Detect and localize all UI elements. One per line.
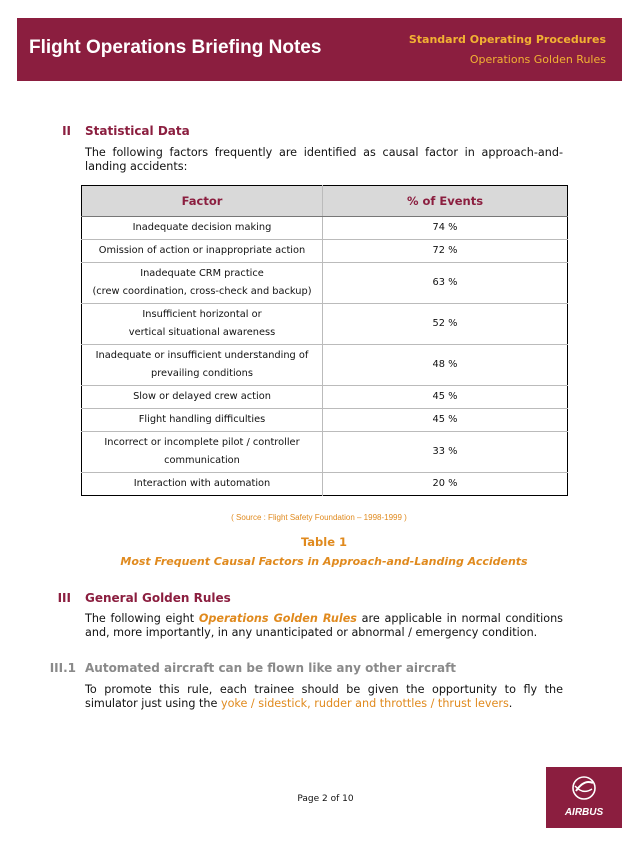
factor-cell	[82, 432, 323, 473]
airbus-logo	[546, 767, 622, 828]
factor-text: Omission of action or inappropriate action	[98, 245, 306, 256]
column-header-factor: Factor	[82, 186, 323, 217]
factor-text: Flight handling difficulties	[138, 414, 266, 425]
header-subcategory: Operations Golden Rules	[469, 53, 606, 66]
factor-text: prevailing conditions	[151, 368, 253, 379]
header-banner	[17, 18, 622, 81]
text-segment: To promote this rule, each trainee should be given the opportunity to fly the simulator just using the	[85, 683, 563, 710]
percent-cell: 20 %	[323, 473, 568, 496]
factor-text: vertical situational awareness	[128, 327, 276, 338]
section-number: III	[57, 591, 71, 605]
logo-wordmark: AIRBUS	[564, 807, 604, 818]
factor-cell	[82, 409, 323, 432]
section-title: Statistical Data	[85, 124, 190, 138]
golden-rules-highlight: Operations Golden Rules	[198, 612, 357, 625]
airbus-emblem-icon	[546, 767, 622, 807]
section-intro-paragraph: The following factors frequently are identified as causal factor in approach-and-landing accidents:	[85, 146, 563, 173]
golden-rules-paragraph	[85, 612, 563, 640]
text-segment: are applicable in normal conditions and, more importantly, in any unanticipated or abnormal / emergency condition.	[85, 612, 563, 639]
document-title: Flight Operations Briefing Notes	[29, 37, 322, 58]
text-segment: The following eight	[85, 612, 199, 625]
table-row	[82, 409, 568, 432]
factor-cell	[82, 345, 323, 386]
controls-highlight: yoke / sidestick, rudder and throttles / thrust levers	[220, 697, 509, 710]
table-row	[82, 432, 568, 473]
table-row	[82, 345, 568, 386]
factor-cell	[82, 240, 323, 263]
factor-text: Inadequate or insufficient understanding of	[95, 350, 309, 361]
factor-text: Interaction with automation	[133, 478, 271, 489]
percent-cell: 74 %	[323, 217, 568, 240]
factor-text: Slow or delayed crew action	[133, 391, 271, 402]
factor-cell	[82, 304, 323, 345]
factor-text: Incorrect or incomplete pilot / controller	[104, 437, 300, 448]
percent-cell: 33 %	[323, 432, 568, 473]
factor-cell	[82, 386, 323, 409]
header-category: Standard Operating Procedures	[408, 33, 606, 46]
percent-cell: 48 %	[323, 345, 568, 386]
factor-cell	[82, 263, 323, 304]
factor-cell	[82, 473, 323, 496]
factor-text: Insufficient horizontal or	[142, 309, 262, 320]
table-row	[82, 217, 568, 240]
percent-cell: 52 %	[323, 304, 568, 345]
section-number: II	[62, 124, 71, 138]
table-source-note: ( Source : Flight Safety Foundation – 1998-1999 )	[231, 513, 407, 522]
column-header-percent: % of Events	[323, 186, 568, 217]
table-row	[82, 263, 568, 304]
section-title: Automated aircraft can be flown like any other aircraft	[85, 661, 457, 675]
section-number: III.1	[49, 661, 76, 675]
causal-factors-table	[81, 185, 568, 496]
table-number: Table 1	[300, 535, 348, 549]
factor-text: (crew coordination, cross-check and backup)	[92, 286, 312, 297]
table-row	[82, 304, 568, 345]
factor-text: Inadequate CRM practice	[140, 268, 264, 279]
table-row	[82, 473, 568, 496]
factor-text: Inadequate decision making	[132, 222, 272, 233]
page-number: Page 2 of 10	[297, 794, 354, 804]
section-title: General Golden Rules	[85, 591, 231, 605]
percent-cell: 72 %	[323, 240, 568, 263]
percent-cell: 63 %	[323, 263, 568, 304]
percent-cell: 45 %	[323, 386, 568, 409]
factor-text: communication	[164, 455, 240, 466]
table-caption: Most Frequent Causal Factors in Approach-and-Landing Accidents	[120, 555, 528, 568]
table-header-row	[82, 186, 568, 217]
table-row	[82, 386, 568, 409]
table-row	[82, 240, 568, 263]
factor-cell	[82, 217, 323, 240]
automated-aircraft-paragraph	[85, 683, 563, 711]
text-segment: .	[508, 697, 513, 710]
percent-cell: 45 %	[323, 409, 568, 432]
